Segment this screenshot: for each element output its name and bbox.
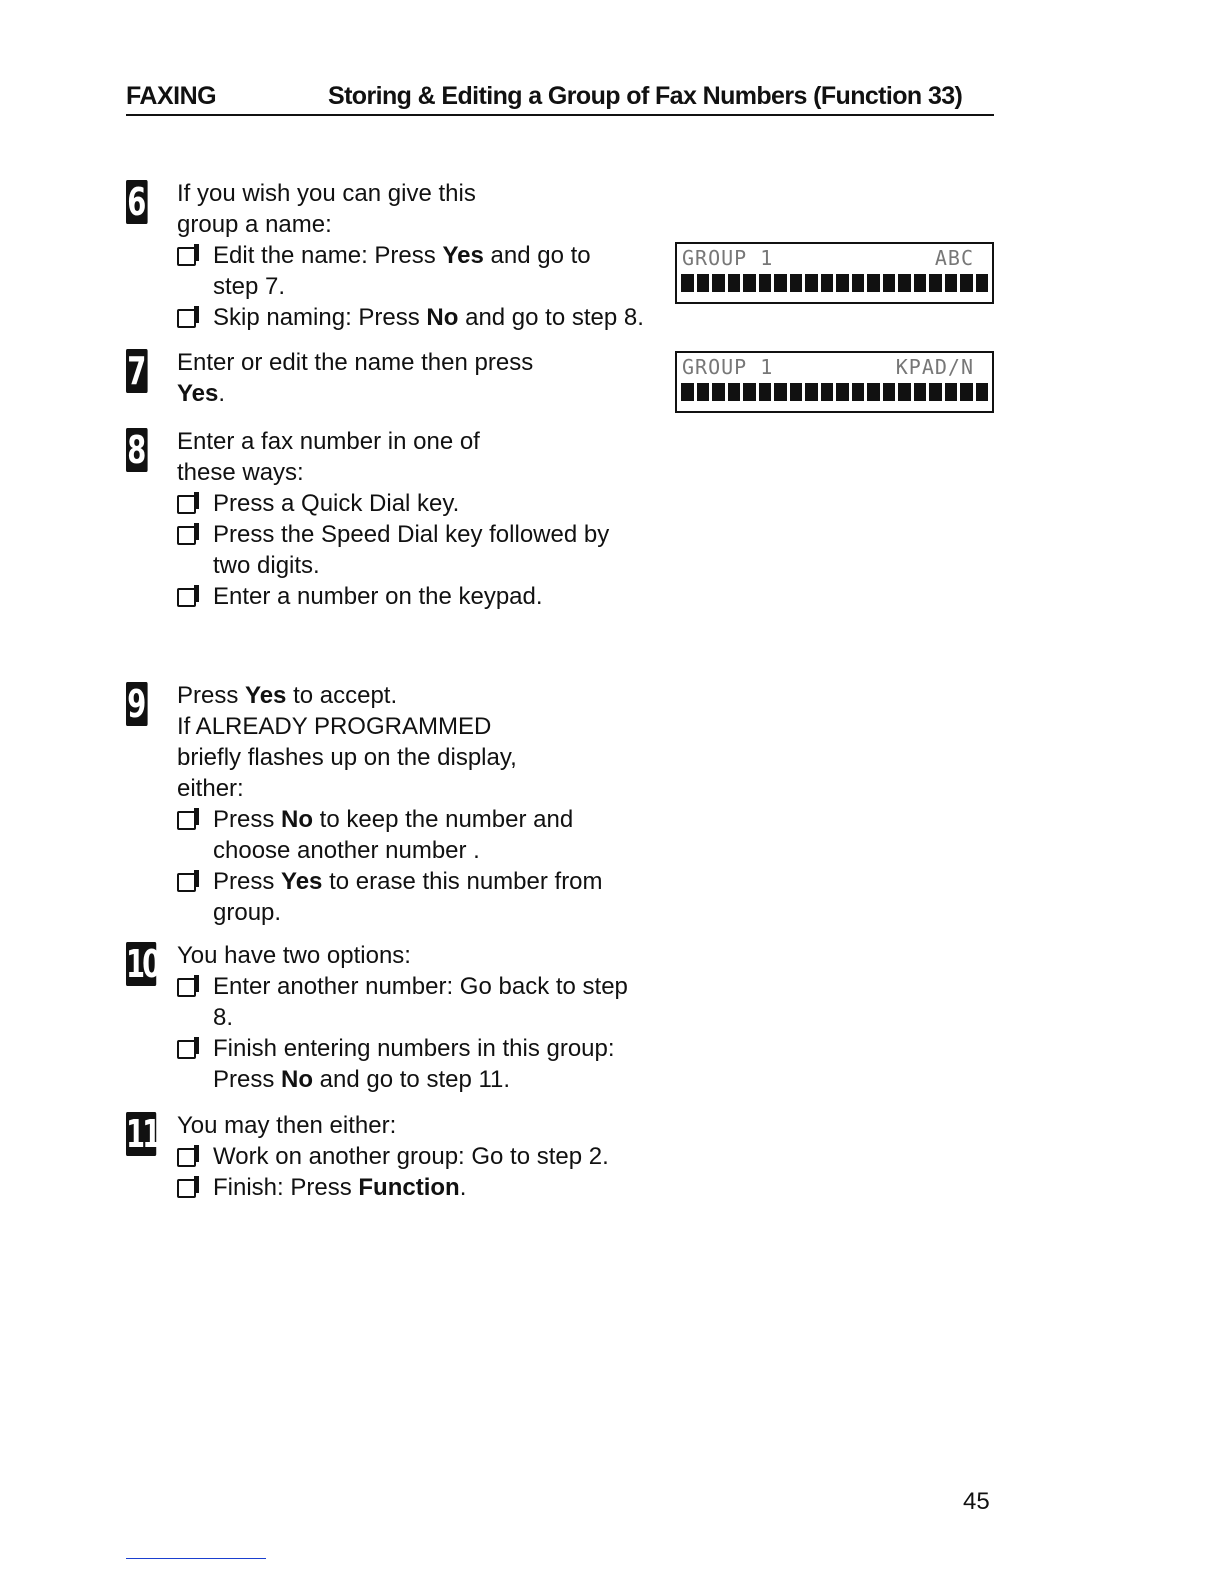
bullet-item: Enter a number on the keypad. [177, 581, 657, 612]
bullet-continuation: Press No and go to step 11. [213, 1066, 511, 1093]
step-text: Press Yes to accept. [177, 682, 398, 709]
lcd-text-right: ABC [934, 246, 974, 270]
bullet-item: Enter another number: Go back to step [177, 971, 657, 1002]
checkbox-bullet-icon [177, 495, 196, 514]
bullet-item: Press the Speed Dial key followed by [177, 519, 657, 550]
step-text: either: [177, 775, 244, 802]
lcd-display [675, 351, 994, 413]
checkbox-bullet-icon [177, 873, 196, 892]
checkbox-bullet-icon [177, 526, 196, 545]
footer-rule [126, 1558, 266, 1559]
lcd-block-row [681, 383, 988, 401]
checkbox-bullet-icon [177, 1148, 196, 1167]
checkbox-bullet-icon [177, 1179, 196, 1198]
bullet-continuation: 8. [213, 1004, 234, 1031]
bullet-item: Edit the name: Press Yes and go to [177, 240, 657, 271]
bullet-item: Press Yes to erase this number from [177, 866, 657, 897]
checkbox-bullet-icon [177, 978, 196, 997]
checkbox-bullet-icon [177, 588, 196, 607]
section-label: FAXING [126, 82, 217, 110]
page-number: 45 [963, 1488, 990, 1515]
bullet-continuation: step 7. [213, 273, 286, 300]
step-number-badge: 7 [127, 349, 147, 393]
page-title: Storing & Editing a Group of Fax Numbers (Function 33) [328, 82, 963, 110]
step-number-badge: 6 [127, 180, 147, 224]
step-text: Yes. [177, 380, 226, 407]
step-number-badge: 9 [127, 682, 147, 726]
checkbox-bullet-icon [177, 1040, 196, 1059]
lcd-display [675, 242, 994, 304]
checkbox-bullet-icon [177, 811, 196, 830]
bullet-item: Press No to keep the number and [177, 804, 657, 835]
step-text: briefly flashes up on the display, [177, 744, 517, 771]
bullet-continuation: group. [213, 899, 282, 926]
step-text: these ways: [177, 459, 304, 486]
step-text: group a name: [177, 211, 332, 238]
checkbox-bullet-icon [177, 247, 196, 266]
page-header [126, 80, 994, 116]
step-text: If you wish you can give this [177, 180, 476, 207]
bullet-item: Finish: Press Function. [177, 1172, 657, 1203]
step-text: You may then either: [177, 1112, 397, 1139]
step-number-badge: 8 [127, 428, 147, 472]
step-text: Enter or edit the name then press [177, 349, 534, 376]
step-number-badge: 10 [126, 942, 159, 986]
bullet-item: Skip naming: Press No and go to step 8. [177, 302, 657, 333]
lcd-text-left: GROUP 1 [682, 355, 774, 379]
lcd-block-row [681, 274, 988, 292]
bullet-item: Finish entering numbers in this group: [177, 1033, 657, 1064]
bullet-continuation: choose another number . [213, 837, 480, 864]
step-text: If ALREADY PROGRAMMED [177, 713, 492, 740]
bullet-item: Press a Quick Dial key. [177, 488, 657, 519]
step-text: You have two options: [177, 942, 411, 969]
checkbox-bullet-icon [177, 309, 196, 328]
lcd-text-left: GROUP 1 [682, 246, 774, 270]
bullet-continuation: two digits. [213, 552, 320, 579]
step-number-badge: 11 [126, 1112, 159, 1156]
step-text: Enter a fax number in one of [177, 428, 480, 455]
bullet-item: Work on another group: Go to step 2. [177, 1141, 657, 1172]
lcd-text-right: KPAD/N [895, 355, 974, 379]
